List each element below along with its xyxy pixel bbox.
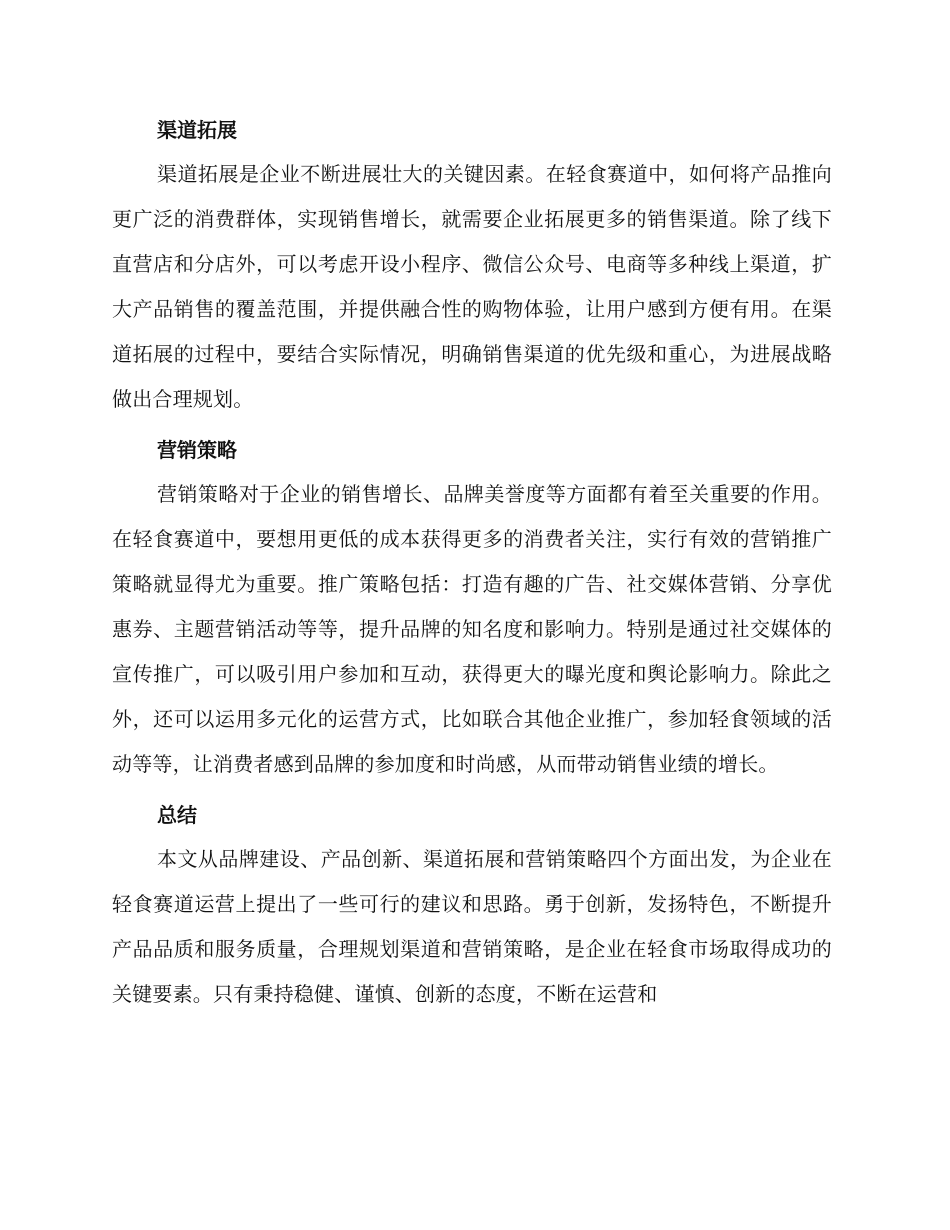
document-body [112,108,832,1017]
section-paragraph-marketing: 营销策略对于企业的销售增长、品牌美誉度等方面都有着至关重要的作用。在轻食赛道中，要想用更低的成本获得更多的消费者关注，实行有效的营销推广策略就显得尤为重要。推广策略包括：打造有趣的广告、社交媒体营销、分享优惠券、主题营销活动等等，提升品牌的知名度和影响力。特别是通过社交媒体的宣传推广，可以吸引用户参加和互动，获得更大的曝光度和舆论影响力。除此之外，还可以运用多元化的运营方式，比如联合其他企业推广，参加轻食领域的活动等等，让消费者感到品牌的参加度和时尚感，从而带动销售业绩的增长。 [112,482,832,776]
section-heading-marketing: 营销策略 [157,438,237,462]
section-paragraph-summary: 本文从品牌建设、产品创新、渠道拓展和营销策略四个方面出发，为企业在轻食赛道运营上提出了一些可行的建议和思路。勇于创新，发扬特色，不断提升产品品质和服务质量，合理规划渠道和营销策略，是企业在轻食市场取得成功的关键要素。只有秉持稳健、谨慎、创新的态度，不断在运营和 [112,847,832,1006]
section-paragraph-channel: 渠道拓展是企业不断进展壮大的关键因素。在轻食赛道中，如何将产品推向更广泛的消费群体，实现销售增长，就需要企业拓展更多的销售渠道。除了线下直营店和分店外，可以考虑开设小程序、微信公众号、电商等多种线上渠道，扩大产品销售的覆盖范围，并提供融合性的购物体验，让用户感到方便有用。在渠道拓展的过程中，要结合实际情况，明确销售渠道的优先级和重心，为进展战略做出合理规划。 [112,162,832,411]
section-heading-channel: 渠道拓展 [157,118,237,142]
section-heading-summary: 总结 [157,803,197,827]
